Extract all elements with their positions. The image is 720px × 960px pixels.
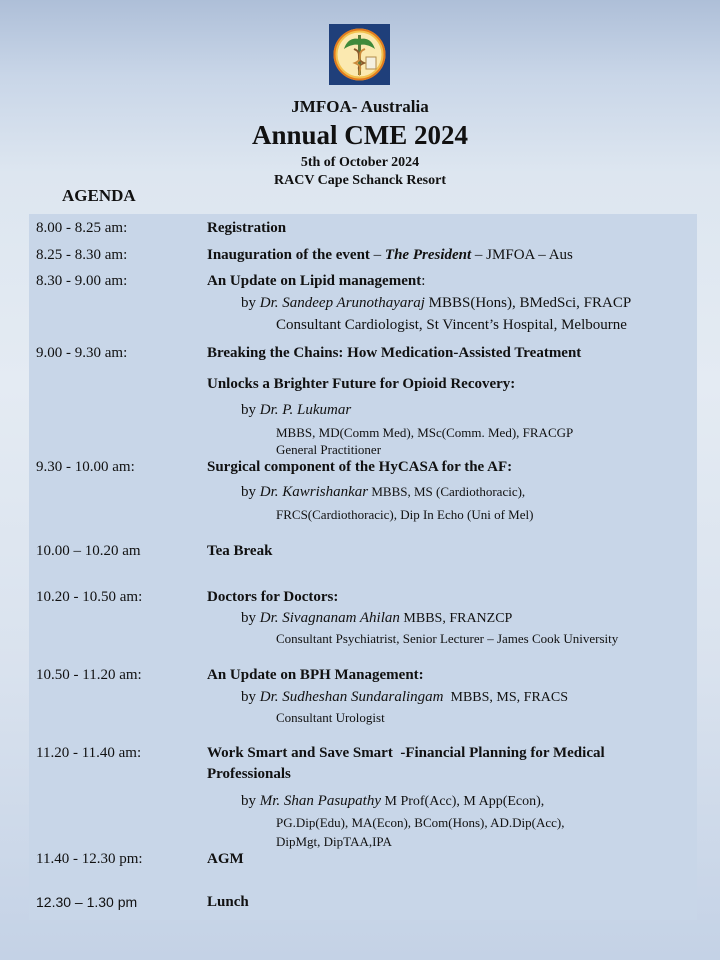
- speaker-detail: FRCS(Cardiothoracic), Dip In Echo (Uni of Mel): [276, 507, 534, 522]
- agenda-topic-line2: Professionals: [207, 766, 291, 782]
- speaker-name: Dr. Kawrishankar: [259, 484, 369, 500]
- agenda-topic: Registration: [207, 220, 287, 236]
- speaker-detail: Consultant Psychiatrist, Senior Lecturer – James Cook University: [276, 631, 619, 646]
- agenda-topic-line1: Work Smart and Save Smart -Financial Planning for Medical: [207, 745, 605, 761]
- agenda-time: 10.00 – 10.20 am: [36, 543, 141, 559]
- agenda-panel: [29, 214, 697, 920]
- agenda-time: 10.50 - 11.20 am:: [36, 667, 142, 683]
- agenda-topic-line2: Unlocks a Brighter Future for Opioid Recovery:: [207, 376, 516, 392]
- presenter-role: The President: [384, 247, 472, 263]
- by-label: by: [241, 689, 260, 705]
- speaker-credentials: MBBS, MS (Cardiothoracic),: [368, 484, 526, 499]
- agenda-time: 9.00 - 9.30 am:: [36, 345, 128, 361]
- speaker-name: Dr. Sivagnanam Ahilan: [259, 610, 400, 626]
- logo-emblem: [332, 27, 387, 82]
- by-label: by: [241, 610, 260, 626]
- speaker-credentials: MBBS, FRANZCP: [399, 611, 513, 626]
- agenda-topic-line1: Breaking the Chains: How Medication-Assisted Treatment: [207, 345, 582, 361]
- agenda-time: 8.00 - 8.25 am:: [36, 220, 128, 236]
- agenda-time: 11.40 - 12.30 pm:: [36, 851, 143, 867]
- separator: –: [369, 247, 385, 263]
- speaker-name: Dr. Sudheshan Sundaralingam: [259, 689, 444, 705]
- agenda-topic: Tea Break: [207, 543, 273, 559]
- agenda-time: 10.20 - 10.50 am:: [36, 589, 143, 605]
- by-label: by: [241, 484, 260, 500]
- agenda-heading: AGENDA: [62, 186, 136, 205]
- speaker-credentials: M Prof(Acc), M App(Econ),: [381, 794, 545, 809]
- by-label: by: [241, 402, 260, 418]
- speaker-name: Dr. P. Lukumar: [259, 402, 352, 418]
- topic-text: An Update on Lipid management: [207, 273, 422, 289]
- speaker-line: [241, 689, 568, 706]
- agenda-topic: Doctors for Doctors:: [207, 589, 339, 605]
- speaker-detail: MBBS, MD(Comm Med), MSc(Comm. Med), FRACGP: [276, 425, 574, 440]
- event-venue: RACV Cape Schanck Resort: [273, 173, 447, 188]
- agenda-topic: Lunch: [207, 894, 249, 910]
- speaker-detail: DipMgt, DipTAA,IPA: [276, 834, 392, 849]
- jmfoa-logo-icon: [329, 24, 390, 85]
- presenter-org: JMFOA – Aus: [486, 247, 573, 263]
- event-date: 5th of October 2024: [300, 155, 420, 170]
- agenda-time: 8.30 - 9.00 am:: [36, 273, 128, 289]
- speaker-credentials: MBBS(Hons), BMedSci, FRACP: [424, 295, 632, 311]
- organization-name: JMFOA- Australia: [291, 97, 429, 116]
- topic-text: Inauguration of the event: [207, 247, 370, 263]
- speaker-detail: Consultant Cardiologist, St Vincent’s Hospital, Melbourne: [276, 317, 627, 333]
- speaker-line: [241, 295, 631, 312]
- agenda-time: 12.30 – 1.30 pm: [36, 894, 138, 910]
- topic-colon: :: [421, 273, 426, 289]
- agenda-topic: Surgical component of the HyCASA for the AF:: [207, 459, 513, 475]
- speaker-line: [241, 610, 512, 627]
- by-label: by: [241, 295, 260, 311]
- agenda-topic: An Update on BPH Management:: [207, 667, 424, 683]
- agenda-time: 8.25 - 8.30 am:: [36, 247, 128, 263]
- agenda-topic: [207, 247, 573, 264]
- speaker-line: [241, 402, 351, 419]
- speaker-detail: PG.Dip(Edu), MA(Econ), BCom(Hons), AD.Dip(Acc),: [276, 815, 565, 830]
- separator: –: [471, 247, 487, 263]
- agenda-topic: AGM: [207, 851, 244, 867]
- agenda-time: 11.20 - 11.40 am:: [36, 745, 142, 761]
- speaker-detail: General Practitioner: [276, 442, 382, 457]
- event-title: Annual CME 2024: [251, 120, 469, 150]
- speaker-line: [241, 793, 544, 810]
- speaker-credentials: MBBS, MS, FRACS: [443, 690, 569, 705]
- by-label: by: [241, 793, 260, 809]
- speaker-name: Dr. Sandeep Arunothayaraj: [259, 295, 425, 311]
- speaker-detail: Consultant Urologist: [276, 710, 385, 725]
- speaker-name: Mr. Shan Pasupathy: [259, 793, 381, 809]
- agenda-time: 9.30 - 10.00 am:: [36, 459, 135, 475]
- speaker-line: [241, 484, 525, 501]
- agenda-topic: [207, 273, 425, 290]
